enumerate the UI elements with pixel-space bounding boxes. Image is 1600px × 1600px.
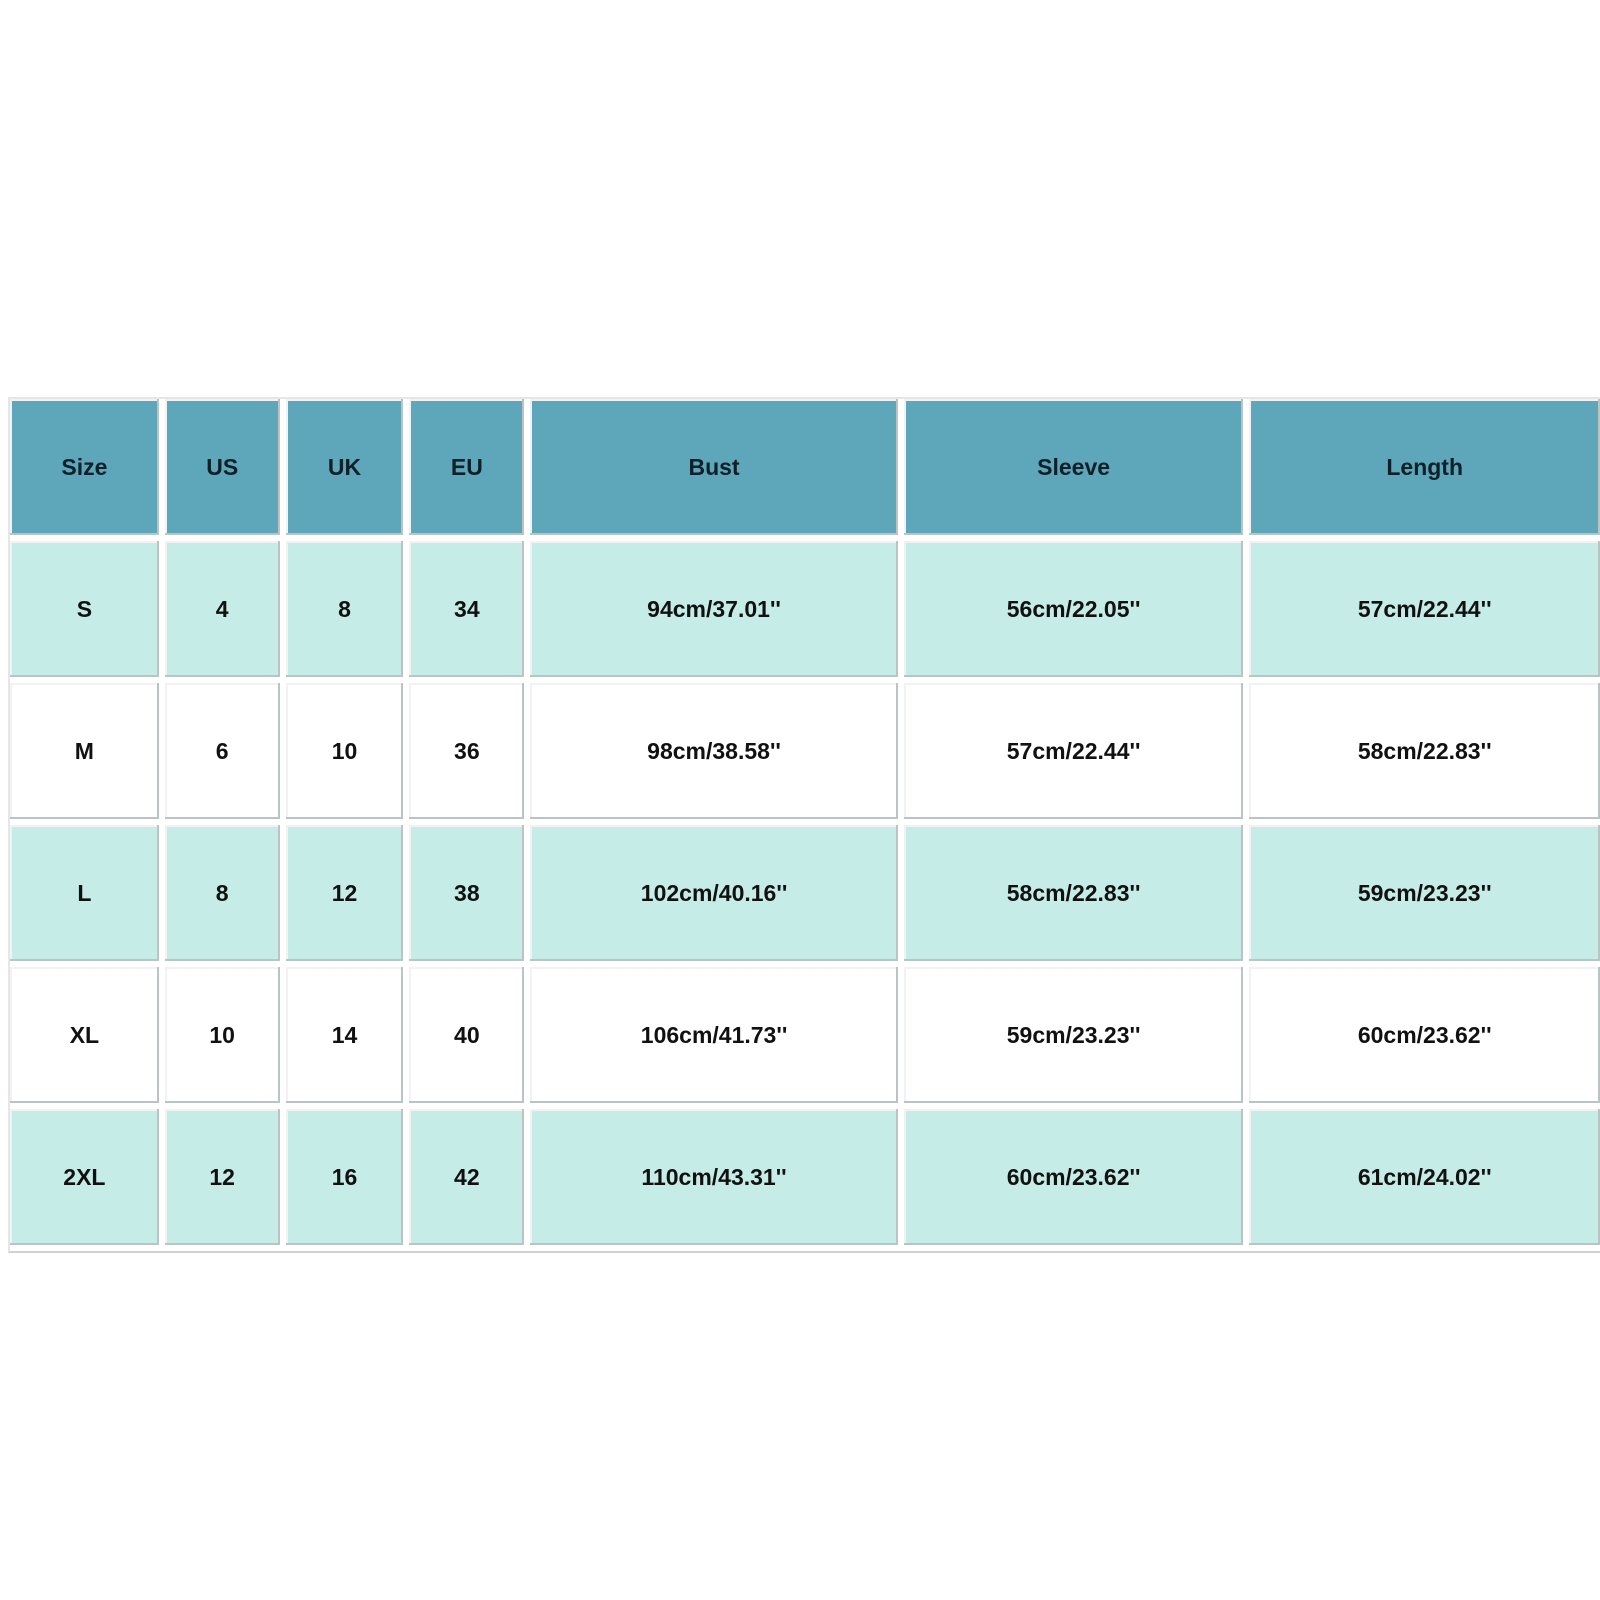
table-row	[10, 825, 1600, 967]
cell-length: 57cm/22.44''	[1249, 541, 1600, 683]
cell-sleeve: 56cm/22.05''	[904, 541, 1250, 683]
cell-uk: 8	[286, 541, 410, 683]
cell-eu: 36	[409, 683, 530, 825]
cell-bust: 94cm/37.01''	[530, 541, 904, 683]
header-length: Length	[1249, 399, 1600, 541]
cell-size: L	[10, 825, 165, 967]
cell-eu: 40	[409, 967, 530, 1109]
cell-us: 12	[165, 1109, 286, 1251]
cell-uk: 14	[286, 967, 410, 1109]
cell-bust: 98cm/38.58''	[530, 683, 904, 825]
cell-us: 10	[165, 967, 286, 1109]
cell-bust: 102cm/40.16''	[530, 825, 904, 967]
cell-sleeve: 57cm/22.44''	[904, 683, 1250, 825]
size-chart-table	[8, 397, 1600, 1253]
table-row	[10, 683, 1600, 825]
header-size: Size	[10, 399, 165, 541]
header-row	[10, 399, 1600, 541]
cell-size: M	[10, 683, 165, 825]
table-row	[10, 1109, 1600, 1251]
cell-eu: 34	[409, 541, 530, 683]
cell-uk: 10	[286, 683, 410, 825]
cell-sleeve: 60cm/23.62''	[904, 1109, 1250, 1251]
cell-bust: 106cm/41.73''	[530, 967, 904, 1109]
cell-sleeve: 59cm/23.23''	[904, 967, 1250, 1109]
header-bust: Bust	[530, 399, 904, 541]
cell-length: 58cm/22.83''	[1249, 683, 1600, 825]
cell-us: 8	[165, 825, 286, 967]
cell-eu: 38	[409, 825, 530, 967]
header-eu: EU	[409, 399, 530, 541]
cell-uk: 16	[286, 1109, 410, 1251]
cell-us: 6	[165, 683, 286, 825]
cell-us: 4	[165, 541, 286, 683]
header-uk: UK	[286, 399, 410, 541]
cell-bust: 110cm/43.31''	[530, 1109, 904, 1251]
cell-length: 60cm/23.62''	[1249, 967, 1600, 1109]
cell-length: 61cm/24.02''	[1249, 1109, 1600, 1251]
cell-length: 59cm/23.23''	[1249, 825, 1600, 967]
cell-eu: 42	[409, 1109, 530, 1251]
cell-size: 2XL	[10, 1109, 165, 1251]
cell-uk: 12	[286, 825, 410, 967]
cell-size: S	[10, 541, 165, 683]
header-sleeve: Sleeve	[904, 399, 1250, 541]
table-row	[10, 967, 1600, 1109]
table-row	[10, 541, 1600, 683]
cell-size: XL	[10, 967, 165, 1109]
cell-sleeve: 58cm/22.83''	[904, 825, 1250, 967]
header-us: US	[165, 399, 286, 541]
